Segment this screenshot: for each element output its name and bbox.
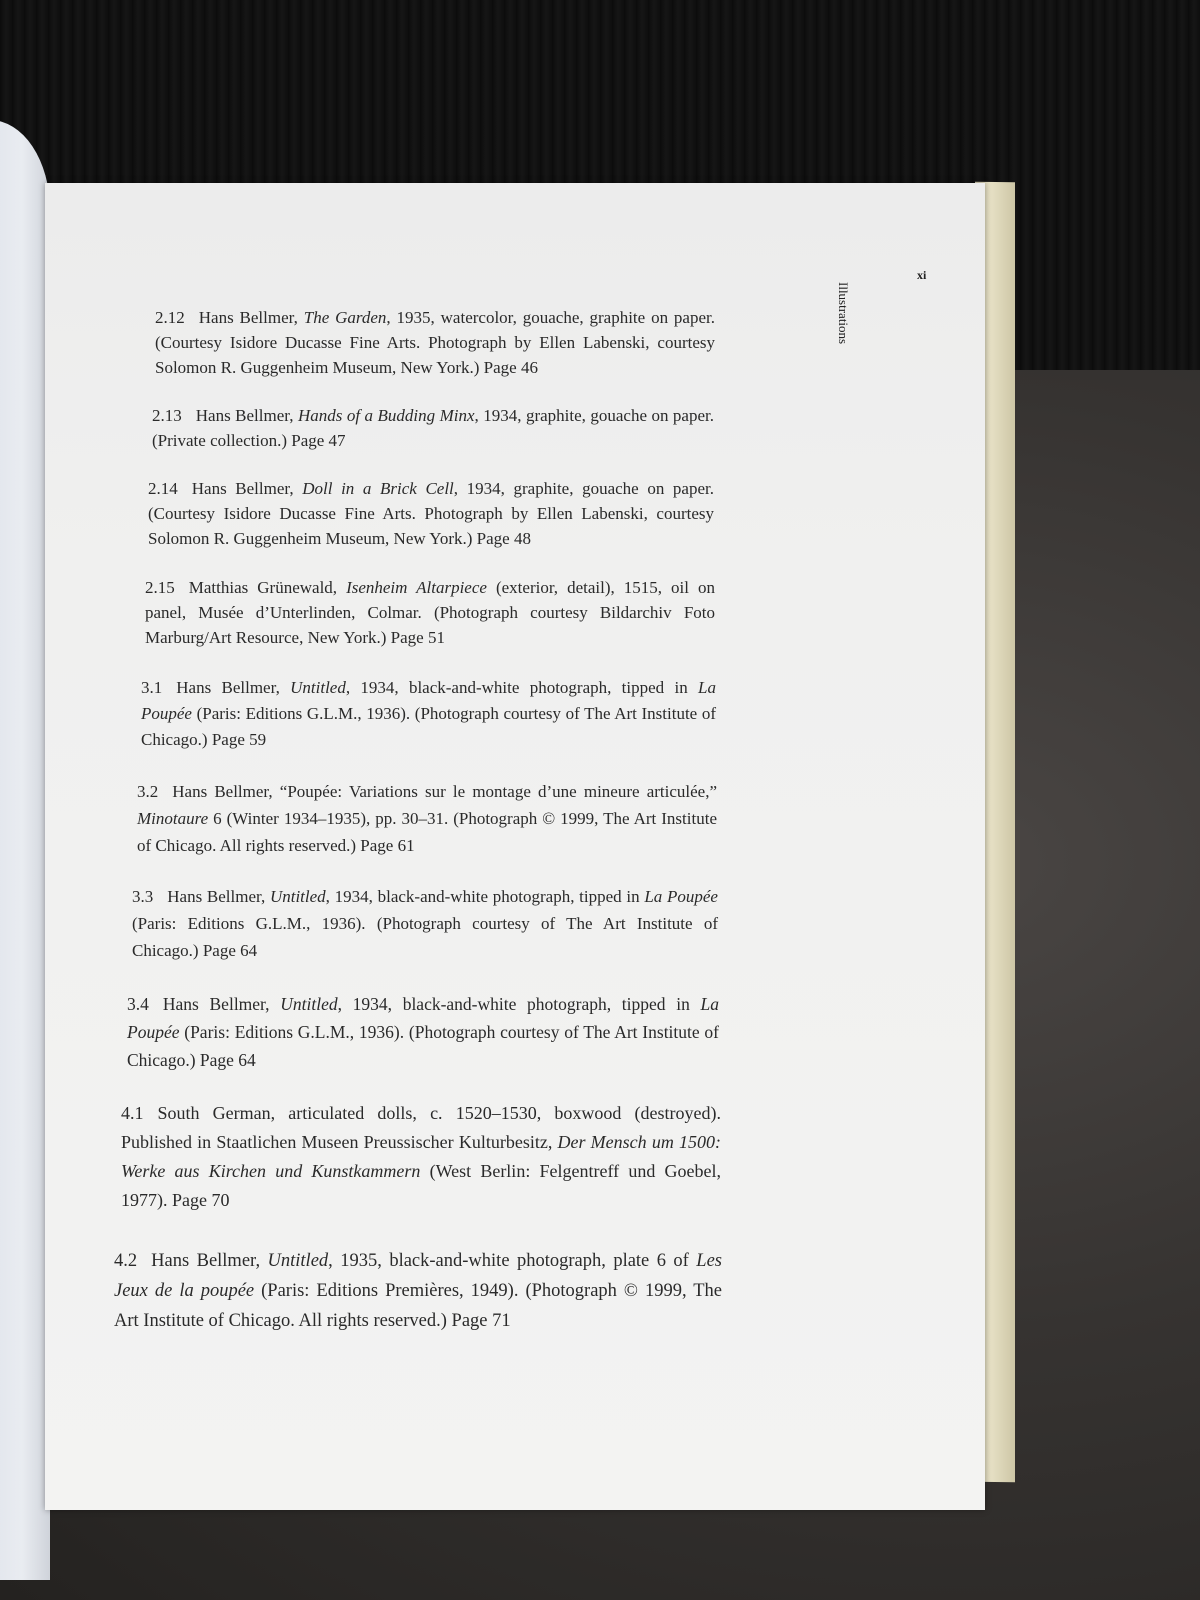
entry-title: Minotaure: [137, 809, 209, 828]
entry-title: Der Mensch um 1500: Werke aus Kirchen und Kunstkammern: [121, 1132, 721, 1181]
entry-text: Hans Bellmer,: [198, 308, 304, 327]
illustration-entry: [148, 476, 714, 551]
illustration-entry: [121, 1099, 721, 1215]
entry-title: La Poupée: [127, 994, 719, 1042]
entry-text: Hans Bellmer,: [167, 887, 270, 906]
entry-title: Doll in a Brick Cell: [302, 479, 454, 498]
entry-number: 3.3: [132, 887, 154, 906]
entry-text: , 1934, black-and-white photograph, tipped in: [345, 678, 699, 697]
entry-text: , 1935, watercolor, gouache, graphite on paper. (Courtesy Isidore Ducasse Fine Arts. Photograph by Ellen Labenski, courtesy Solomon R. Guggenheim Museum, New York.) Page 46: [155, 308, 715, 377]
entry-title: La Poupée: [141, 678, 716, 723]
entry-text: Hans Bellmer, “Poupée: Variations sur le montage d’une mineure articulée,”: [172, 782, 717, 801]
entry-title: Untitled: [269, 887, 326, 906]
illustration-entry: [152, 403, 714, 453]
entry-title: The Garden: [303, 308, 387, 327]
entry-title: Untitled: [290, 678, 346, 697]
entry-text: , 1935, black-and-white photograph, plate 6 of: [328, 1251, 697, 1271]
entry-title: Untitled: [267, 1251, 329, 1271]
entry-text: (West Berlin: Felgentreff und Goebel, 1977). Page 70: [121, 1161, 721, 1210]
entry-text: (Paris: Editions G.L.M., 1936). (Photograph courtesy of The Art Institute of Chicago.) Page 59: [141, 704, 716, 749]
entry-text: (Paris: Editions G.L.M., 1936). (Photograph courtesy of The Art Institute of Chicago.) Page 64: [127, 1022, 719, 1070]
illustration-entry: [155, 305, 715, 380]
entry-text: Hans Bellmer,: [191, 479, 303, 498]
entry-number: 3.4: [127, 994, 149, 1014]
entry-number: 4.2: [114, 1251, 138, 1271]
entry-text: Matthias Grünewald,: [188, 578, 347, 597]
entry-number: 2.14: [148, 479, 178, 498]
entry-title: Isenheim Altarpiece: [346, 578, 487, 597]
entry-text: (exterior, detail), 1515, oil on panel, Musée d’Unterlinden, Colmar. (Photograph courtesy Bildarchiv Foto Marburg/Art Resource, New York.) Page 51: [145, 578, 715, 647]
illustration-entry: [114, 1246, 722, 1336]
illustration-entry: [137, 778, 717, 859]
entry-text: (Paris: Editions Premières, 1949). (Photograph © 1999, The Art Institute of Chicago. All rights reserved.) Page 71: [114, 1281, 722, 1331]
entry-text: , 1934, black-and-white photograph, tipped in: [337, 994, 701, 1014]
entry-text: , 1934, graphite, gouache on paper. (Private collection.) Page 47: [152, 406, 714, 450]
entry-title: Hands of a Budding Minx: [297, 406, 475, 425]
illustration-entry: [127, 990, 719, 1074]
illustration-entry: [145, 575, 715, 650]
running-head: Illustrations: [836, 282, 851, 345]
page-number: xi: [917, 268, 927, 282]
entry-number: 3.2: [137, 782, 159, 801]
entry-text: , 1934, black-and-white photograph, tipped in: [325, 887, 645, 906]
facing-page-edge: [0, 120, 50, 1580]
entry-number: 2.12: [155, 308, 185, 327]
entry-text: , 1934, graphite, gouache on paper. (Courtesy Isidore Ducasse Fine Arts. Photograph by Ellen Labenski, courtesy Solomon R. Guggenheim Museum, New York.) Page 48: [148, 479, 714, 548]
entry-text: Hans Bellmer,: [176, 678, 291, 697]
entry-text: Hans Bellmer,: [162, 994, 281, 1014]
entry-number: 2.13: [152, 406, 182, 425]
illustration-entry: [132, 883, 718, 964]
entry-text: Hans Bellmer,: [195, 406, 298, 425]
entry-number: 2.15: [145, 578, 175, 597]
entry-title: Untitled: [280, 994, 338, 1014]
entry-text: South German, articulated dolls, c. 1520–1530, boxwood (destroyed). Published in Staatlichen Museen Preussischer Kulturbesitz,: [121, 1103, 721, 1152]
entry-number: 4.1: [121, 1103, 144, 1123]
entry-text: (Paris: Editions G.L.M., 1936). (Photograph courtesy of The Art Institute of Chicago.) Page 64: [132, 914, 718, 960]
entry-title: Les Jeux de la poupée: [114, 1251, 722, 1301]
entry-number: 3.1: [141, 678, 163, 697]
entry-text: Hans Bellmer,: [151, 1251, 268, 1271]
entry-text: 6 (Winter 1934–1935), pp. 30–31. (Photograph © 1999, The Art Institute of Chicago. All rights reserved.) Page 61: [137, 809, 717, 855]
illustration-entry: [141, 675, 716, 753]
entry-title: La Poupée: [644, 887, 718, 906]
